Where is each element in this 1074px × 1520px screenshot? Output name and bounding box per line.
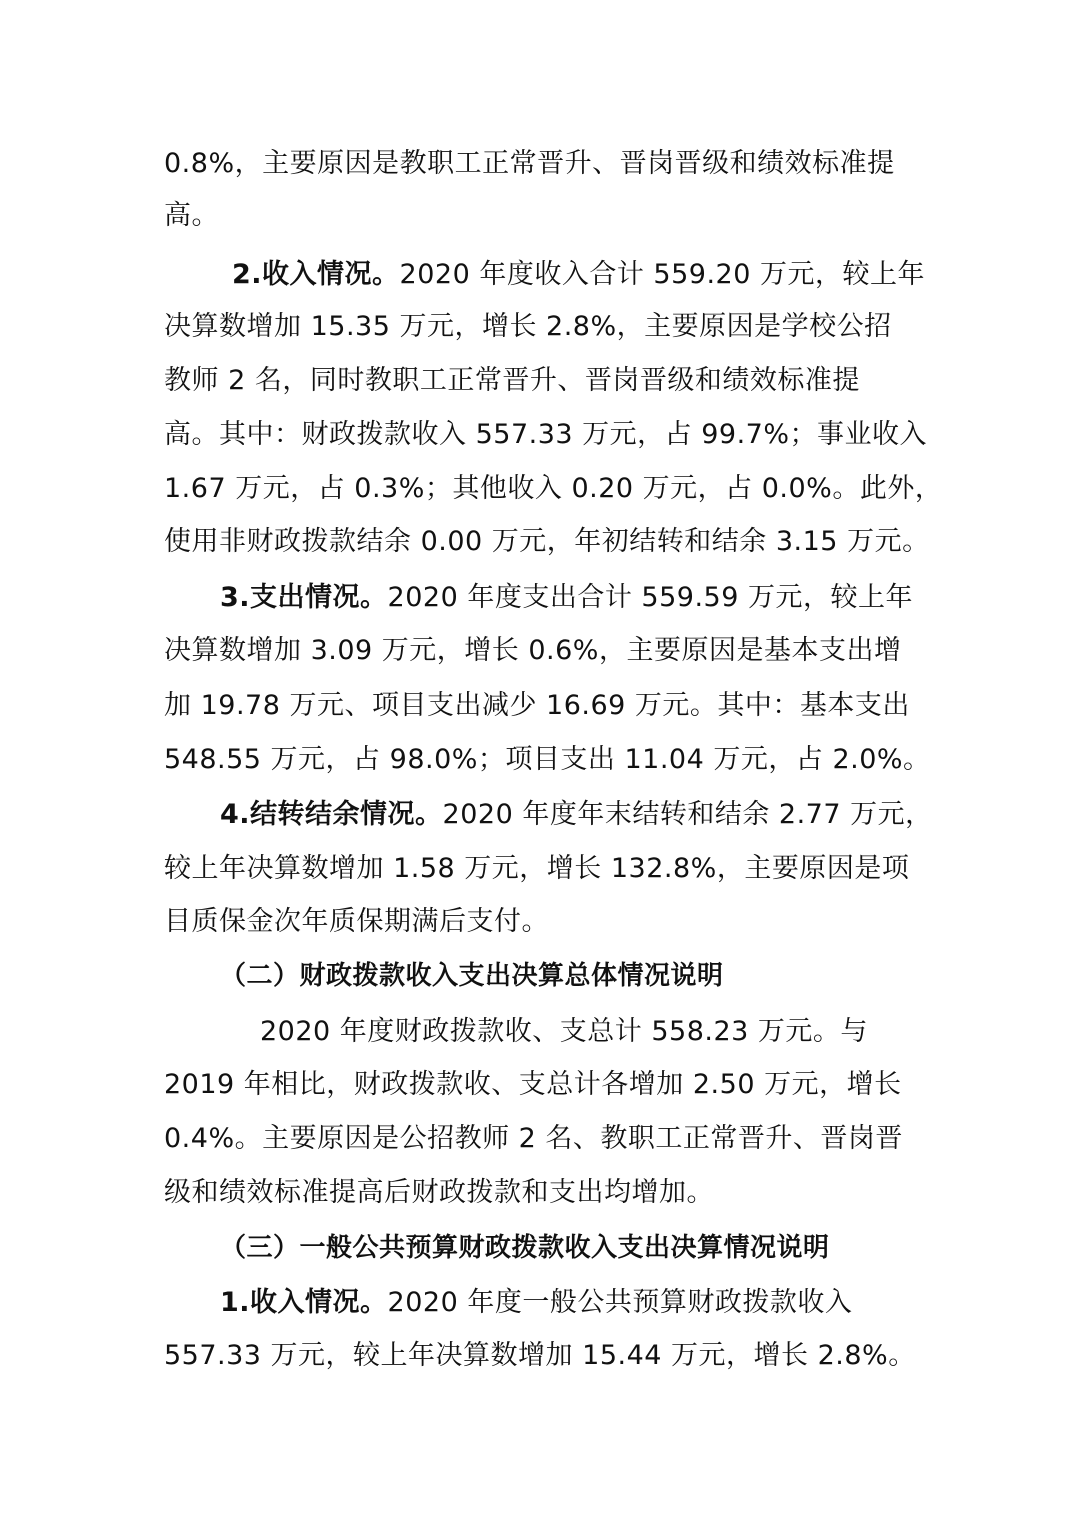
paragraph-text: 2020 年度支出合计 559.59 万元，较上年 bbox=[387, 582, 913, 613]
section-lead: 2.收入情况。 bbox=[232, 259, 400, 290]
paragraph-line: 决算数增加 15.35 万元，增长 2.8%，主要原因是学校公招 bbox=[164, 311, 892, 342]
paragraph-line: 教师 2 名，同时教职工正常晋升、晋岗晋级和绩效标准提 bbox=[164, 365, 860, 396]
section-heading: （三）一般公共预算财政拨款收入支出决算情况说明 bbox=[220, 1233, 830, 1263]
paragraph-line bbox=[220, 580, 913, 616]
section-heading: （二）财政拨款收入支出决算总体情况说明 bbox=[220, 961, 724, 991]
section-lead: 3.支出情况。 bbox=[220, 582, 388, 613]
paragraph-line: 高。 bbox=[164, 200, 219, 231]
paragraph-line: 高。其中：财政拨款收入 557.33 万元，占 99.7%；事业收入 bbox=[164, 419, 927, 450]
paragraph-line: 0.8%，主要原因是教职工正常晋升、晋岗晋级和绩效标准提 bbox=[164, 148, 895, 179]
paragraph-line: 548.55 万元，占 98.0%；项目支出 11.04 万元，占 2.0%。 bbox=[164, 744, 931, 775]
paragraph-line: 0.4%。主要原因是公招教师 2 名、教职工正常晋升、晋岗晋 bbox=[164, 1123, 903, 1154]
paragraph-line: 2019 年相比，财政拨款收、支总计各增加 2.50 万元，增长 bbox=[164, 1069, 902, 1100]
paragraph-text: 2020 年度一般公共预算财政拨款收入 bbox=[387, 1287, 853, 1318]
paragraph-line bbox=[220, 797, 933, 833]
paragraph-line: 决算数增加 3.09 万元，增长 0.6%，主要原因是基本支出增 bbox=[164, 635, 902, 666]
paragraph-line: 557.33 万元，较上年决算数增加 15.44 万元，增长 2.8%。 bbox=[164, 1340, 916, 1371]
paragraph-line: 级和绩效标准提高后财政拨款和支出均增加。 bbox=[164, 1177, 714, 1208]
paragraph-line: 目质保金次年质保期满后支付。 bbox=[164, 906, 549, 937]
paragraph-line: 较上年决算数增加 1.58 万元，增长 132.8%，主要原因是项 bbox=[164, 853, 910, 884]
section-lead: 4.结转结余情况。 bbox=[220, 799, 443, 830]
paragraph-line: 2020 年度财政拨款收、支总计 558.23 万元。与 bbox=[260, 1016, 868, 1047]
paragraph-line: 1.67 万元，占 0.3%；其他收入 0.20 万元，占 0.0%。此外， bbox=[164, 473, 943, 504]
paragraph-text: 2020 年度年末结转和结余 2.77 万元， bbox=[442, 799, 933, 830]
paragraph-line: 加 19.78 万元、项目支出减少 16.69 万元。其中：基本支出 bbox=[164, 690, 910, 721]
paragraph-text: 2020 年度收入合计 559.20 万元，较上年 bbox=[399, 259, 925, 290]
paragraph-line bbox=[220, 1285, 852, 1321]
paragraph-line: 使用非财政拨款结余 0.00 万元，年初结转和结余 3.15 万元。 bbox=[164, 526, 930, 557]
section-lead: 1.收入情况。 bbox=[220, 1287, 388, 1318]
paragraph-line bbox=[232, 257, 925, 293]
